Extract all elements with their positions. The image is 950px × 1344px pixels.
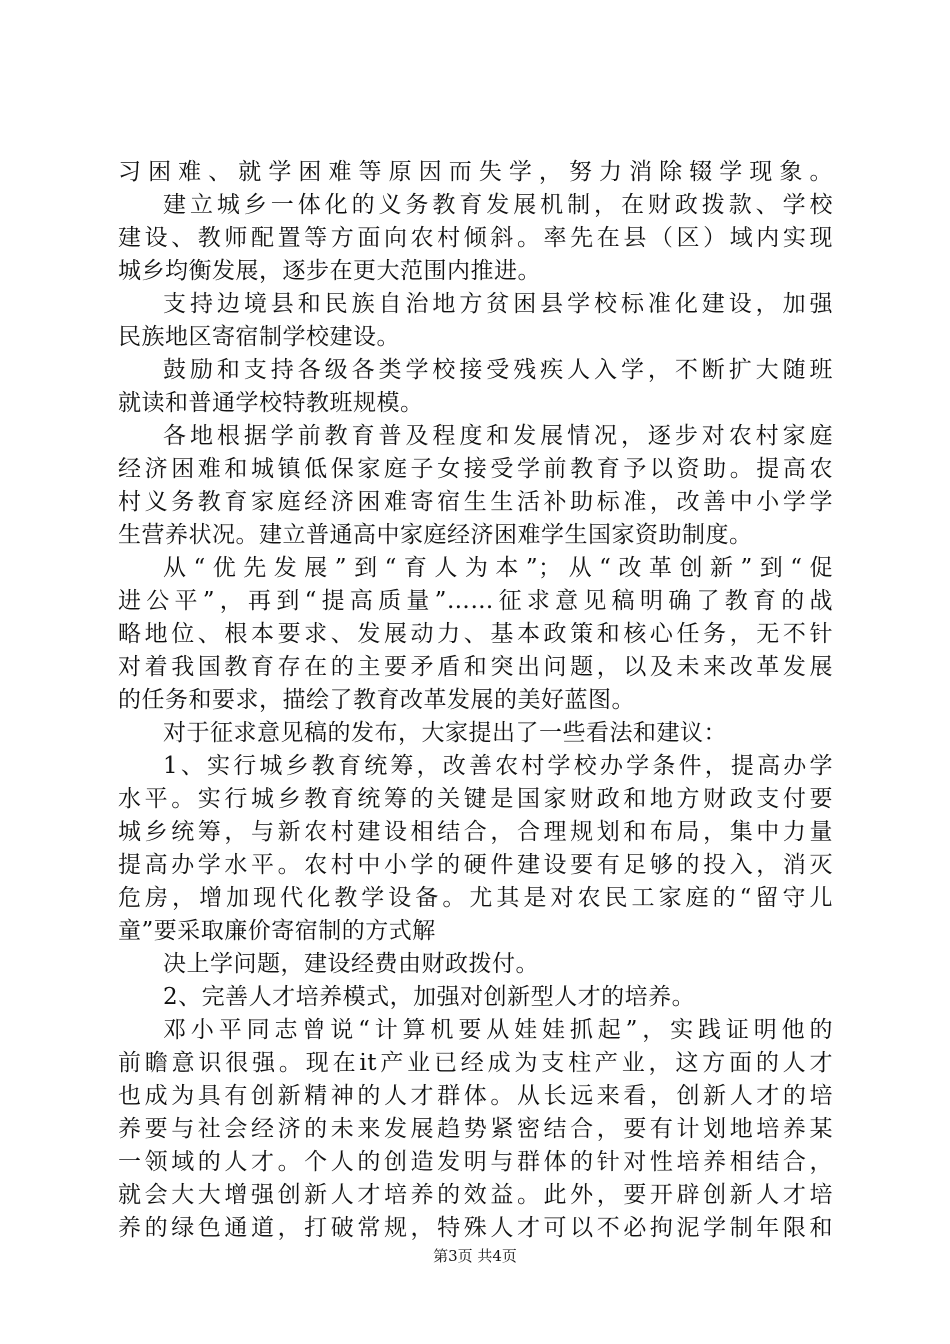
text-line: 进公平”，再到“提高质量”……征求意见稿明确了教育的战 bbox=[118, 588, 833, 614]
text-line: 支持边境县和民族自治地方贫困县学校标准化建设，加强 bbox=[163, 291, 833, 317]
text-line: 村义务教育家庭经济困难寄宿生生活补助标准，改善中小学学 bbox=[118, 489, 833, 515]
text-line: 2、完善人才培养模式，加强对创新型人才的培养。 bbox=[163, 984, 696, 1010]
text-line: 也成为具有创新精神的人才群体。从长远来看，创新人才的培 bbox=[118, 1083, 833, 1109]
text-line: 城乡均衡发展，逐步在更大范围内推进。 bbox=[118, 258, 541, 284]
text-line: 对着我国教育存在的主要矛盾和突出问题，以及未来改革发展 bbox=[118, 654, 833, 680]
text-line: 各地根据学前教育普及程度和发展情况，逐步对农村家庭 bbox=[163, 423, 833, 449]
text-line: 决上学问题，建设经费由财政拨付。 bbox=[163, 951, 539, 977]
text-line: 习困难、就学困难等原因而失学，努力消除辍学现象。 bbox=[118, 159, 833, 185]
text-line: 提高办学水平。农村中小学的硬件建设要有足够的投入，消灭 bbox=[118, 852, 833, 878]
text-line: 经济困难和城镇低保家庭子女接受学前教育予以资助。提高农 bbox=[118, 456, 833, 482]
text-line: 的任务和要求，描绘了教育改革发展的美好蓝图。 bbox=[118, 687, 635, 713]
text-line: 就读和普通学校特教班规模。 bbox=[118, 390, 424, 416]
text-line: 养要与社会经济的未来发展趋势紧密结合，要有计划地培养某 bbox=[118, 1116, 833, 1142]
text-line: 生营养状况。建立普通高中家庭经济困难学生国家资助制度。 bbox=[118, 522, 753, 548]
text-line: 1、实行城乡教育统筹，改善农村学校办学条件，提高办学 bbox=[163, 753, 833, 779]
text-line: 建立城乡一体化的义务教育发展机制，在财政拨款、学校 bbox=[163, 192, 833, 218]
text-line: 水平。实行城乡教育统筹的关键是国家财政和地方财政支付要 bbox=[118, 786, 833, 812]
document-body bbox=[118, 156, 833, 1245]
text-line: 养的绿色通道，打破常规，特殊人才可以不必拘泥学制年限和 bbox=[118, 1215, 833, 1241]
text-line: 建设、教师配置等方面向农村倾斜。率先在县（区）域内实现 bbox=[118, 225, 833, 251]
text-line: 一领域的人才。个人的创造发明与群体的针对性培养相结合， bbox=[118, 1149, 833, 1175]
text-line: 民族地区寄宿制学校建设。 bbox=[118, 324, 400, 350]
text-line: 略地位、根本要求、发展动力、基本政策和核心任务，无不针 bbox=[118, 621, 833, 647]
text-line: 前瞻意识很强。现在it产业已经成为支柱产业，这方面的人才 bbox=[118, 1050, 833, 1076]
text-line: 邓小平同志曾说“计算机要从娃娃抓起”，实践证明他的 bbox=[163, 1017, 833, 1043]
text-line: 童”要采取廉价寄宿制的方式解 bbox=[118, 918, 436, 944]
text-line: 从“优先发展”到“育人为本”；从“改革创新”到“促 bbox=[163, 555, 833, 581]
text-line: 就会大大增强创新人才培养的效益。此外，要开辟创新人才培 bbox=[118, 1182, 833, 1208]
text-line: 对于征求意见稿的发布，大家提出了一些看法和建议： bbox=[163, 720, 727, 746]
page-number-footer: 第3页 共4页 bbox=[433, 1247, 517, 1265]
text-line: 危房，增加现代化教学设备。尤其是对农民工家庭的“留守儿 bbox=[118, 885, 833, 911]
text-line: 鼓励和支持各级各类学校接受残疾人入学，不断扩大随班 bbox=[163, 357, 833, 383]
text-line: 城乡统筹，与新农村建设相结合，合理规划和布局，集中力量 bbox=[118, 819, 833, 845]
